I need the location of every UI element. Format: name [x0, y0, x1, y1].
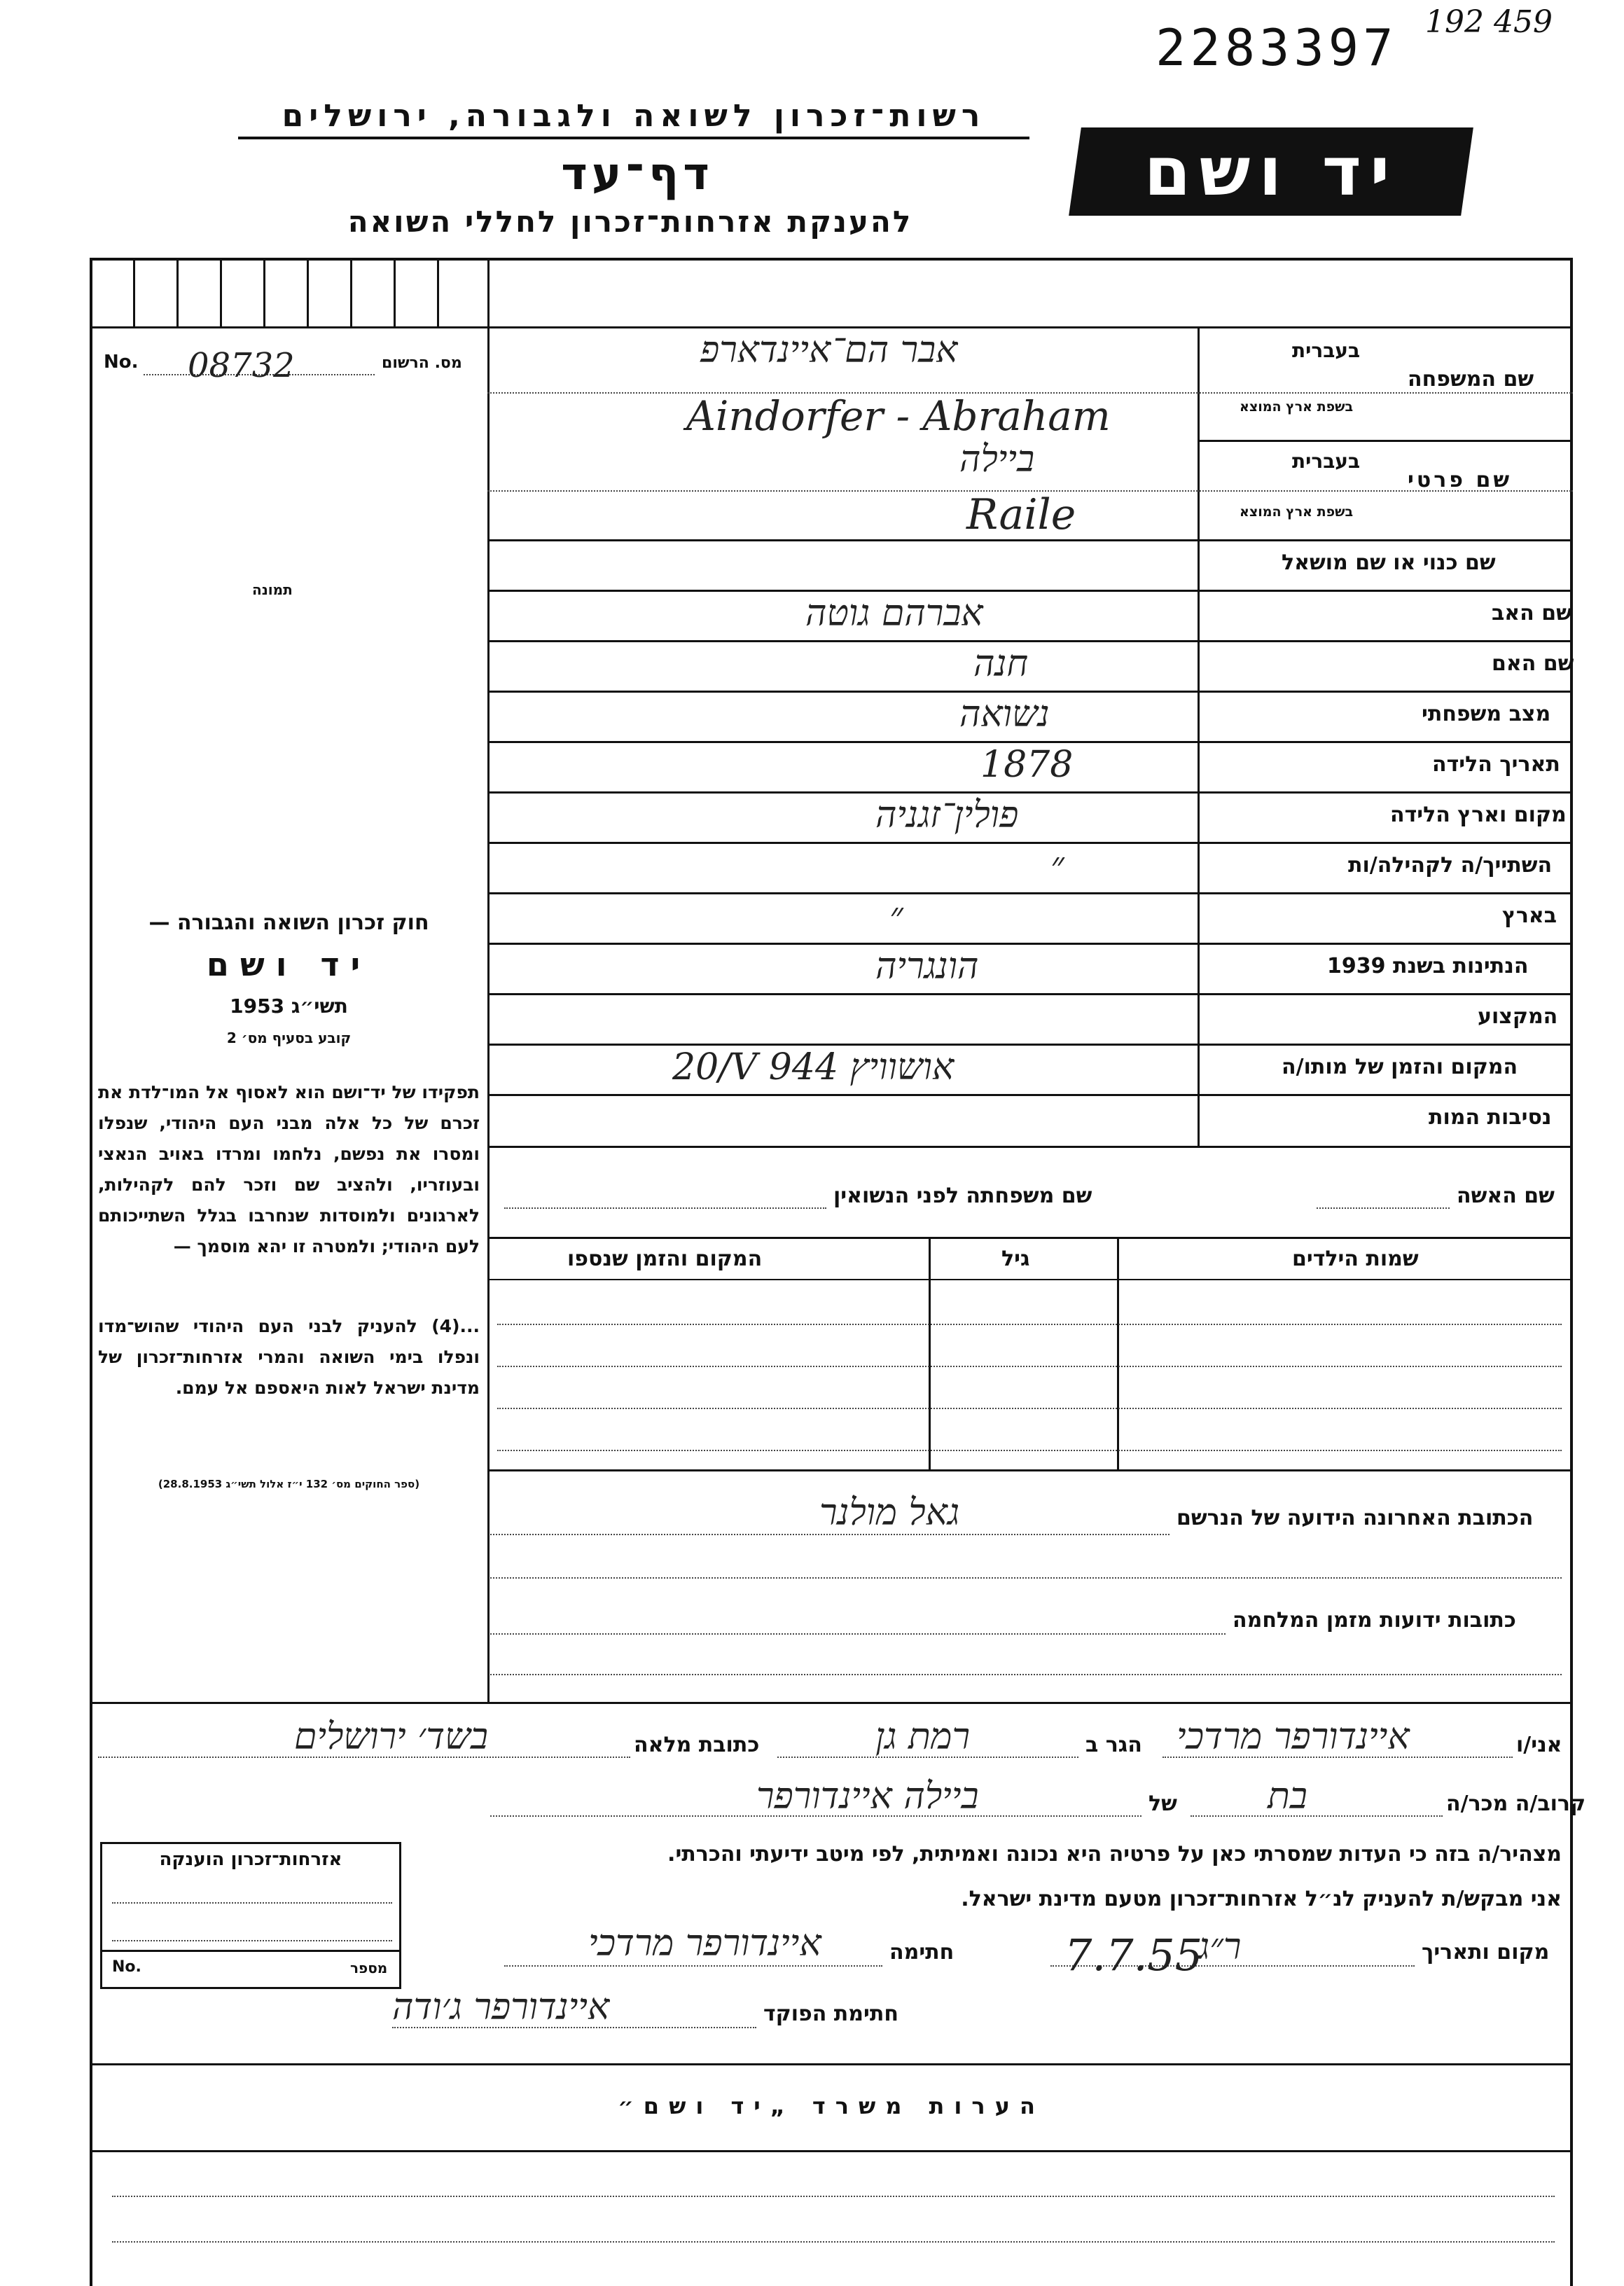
label-last-address: הכתובת האחרונה הידועה של הנרשם: [1177, 1506, 1534, 1530]
law-title: חוק זכרון השואה והגבורה —: [148, 910, 429, 935]
country: ״: [889, 895, 903, 937]
date: 7.7.55: [1064, 1930, 1203, 1981]
death-place-time: 20/V 944 אושוויץ: [672, 1046, 955, 1088]
residing-city: רמת גן: [875, 1716, 971, 1758]
label-signature: חתימה: [889, 1940, 955, 1965]
label-nickname: שם כנוי או שם מושאל: [1282, 550, 1496, 575]
relative-of: ביילה איינדורפר: [756, 1775, 979, 1817]
declaration-2: אני מבקש/ת להעניק לנ״ל אזרחות־זכרון מטעם מדינת ישראל.: [961, 1887, 1562, 1911]
reg-label: מס. הרשום: [382, 354, 462, 372]
reg-no-prefix: No.: [104, 352, 139, 373]
declaration-1: מצהיר/ה בזה כי העדות שמסרתי כאן על פרטיה היא נכונה ואמיתית, לפי מיטב ידיעתי והכרתי.: [667, 1842, 1562, 1866]
law-name: יד ושם: [206, 945, 372, 983]
label-place-time-died: המקום והזמן שנספו: [567, 1247, 763, 1271]
law-text-1: תפקידו של יד־ושם הוא לאסוף אל המו־לדת את זכרם של כל אלה מבני העם היהודי, שנפלו ומסרו את נפשם, נלחמו ומרדו באויב הנאצי ובעוזריו, ולהציב שם וזכר להם לקהילות, לארגונים ולמוסדות שנחרבו בגלל השתייכותם לעם היהודי; ולמטרה זו יהא מוסמך —: [98, 1082, 480, 1256]
form-title: דף־עד: [561, 148, 714, 200]
label-birth-date: תאריך הלידה: [1432, 752, 1560, 777]
law-year: תשי״ג 1953: [230, 995, 348, 1018]
label-age: גיל: [1001, 1247, 1030, 1271]
label-country: בארץ: [1502, 903, 1557, 928]
label-in-hebrew-1: בעברית: [1292, 339, 1361, 362]
birth-place: פולין־זגניה: [875, 794, 1019, 836]
corner-note: 192 459: [1425, 4, 1553, 40]
birth-date: 1878: [980, 744, 1074, 786]
form-subtitle: להענקת אזרחות־זכרון לחללי השואה: [347, 205, 913, 239]
official-signature: איינדורפר ג׳ודה: [392, 1986, 610, 2028]
declarant-signature: איינדורפר מרדכי: [588, 1923, 821, 1965]
authority-line: רשות־זכרון לשואה ולגבורה, ירושלים: [238, 98, 1029, 139]
label-marital-status: מצב משפחתי: [1422, 702, 1551, 726]
label-occupation: המקצוע: [1478, 1004, 1558, 1029]
label-place-date: מקום ותאריך: [1422, 1940, 1550, 1965]
declarant-name: איינדורפר מרדכי: [1177, 1716, 1410, 1758]
label-community: השתייך/ה לקהילה/ות: [1348, 853, 1553, 878]
label-wartime-addresses: כתובות ידועות מזמן המלחמה: [1233, 1608, 1516, 1633]
logo-text: יד ושם: [1144, 132, 1399, 211]
label-in-hebrew-2: בעברית: [1292, 450, 1361, 473]
label-origin-lang-1: בשפת ארץ המוצא: [1240, 399, 1354, 415]
father-name: אברהם גוטה: [805, 593, 983, 635]
label-mother-name: שם האם: [1492, 651, 1574, 676]
citizenship-no-label: מספר: [350, 1960, 388, 1976]
label-citizenship-1939: הנתינות בשנת 1939: [1327, 954, 1529, 978]
label-death-circumstances: נסיבות המות: [1429, 1105, 1552, 1130]
last-address: גאל מולנר: [819, 1492, 960, 1534]
citizenship-1939: הונגריה: [875, 945, 979, 988]
label-first-name: שם פרטי: [1408, 468, 1513, 492]
marital-status: נשואה: [959, 693, 1050, 735]
first-name-hebrew: ביילה: [959, 438, 1035, 480]
label-father-name: שם האב: [1492, 601, 1572, 625]
reg-no-value: 08732: [188, 346, 295, 385]
label-maiden-name: שם משפחתה לפני הנשואין: [833, 1184, 1092, 1208]
serial-number: 2283397: [1155, 18, 1398, 77]
place: ר״ג: [1198, 1926, 1242, 1968]
label-children-names: שמות הילדים: [1292, 1247, 1419, 1271]
label-relative: קרוב/ה מכר/ה: [1446, 1792, 1586, 1816]
citizenship-box-title: אזרחות־זכרון הוענקה: [159, 1849, 342, 1870]
law-text-2: ...(4) להעניק לבני העם היהודי שהוש־מדו ונפלו בימי השואה והמרי אזרחות־זכרון של מדינת ישראל לאות היאספם אל עמם.: [98, 1316, 480, 1398]
label-of: של: [1148, 1792, 1177, 1816]
photo-label: תמונה: [252, 581, 293, 598]
law-clause: קובע בסעיף מס׳ 2: [226, 1030, 352, 1046]
label-family-name: שם המשפחה: [1408, 367, 1534, 392]
label-wife-name: שם האשה: [1457, 1184, 1555, 1208]
family-name-hebrew: אבר הם־איינדארפ: [700, 329, 958, 371]
full-address: בשד׳ ירושלים: [294, 1716, 488, 1758]
mother-name: חנה: [973, 643, 1029, 685]
community: ״: [1050, 845, 1064, 887]
citizenship-no-prefix: No.: [112, 1958, 141, 1976]
law-source: (ספר החוקים מס׳ 132 י״ז אלול תשי״ג 28.8.1953): [158, 1478, 420, 1490]
label-origin-lang-2: בשפת ארץ המוצא: [1240, 504, 1354, 520]
label-death-place-time: המקום והזמן של מותו/ה: [1282, 1055, 1518, 1079]
first-name-latin: Raile: [966, 490, 1076, 539]
label-birth-place: מקום וארץ הלידה: [1390, 803, 1567, 827]
label-declarant-i: אני/ו: [1516, 1733, 1562, 1757]
label-official-signature: חתימת הפוקד: [763, 2002, 898, 2026]
relation: בת: [1268, 1775, 1307, 1817]
office-notes-title: הערות משרד „יד ושם״: [618, 2093, 1045, 2119]
label-residing-in: הגר ב: [1085, 1733, 1142, 1757]
label-full-address: כתובת מלאה: [634, 1733, 760, 1757]
family-name-latin: Aindorfer - Abraham: [686, 392, 1111, 440]
